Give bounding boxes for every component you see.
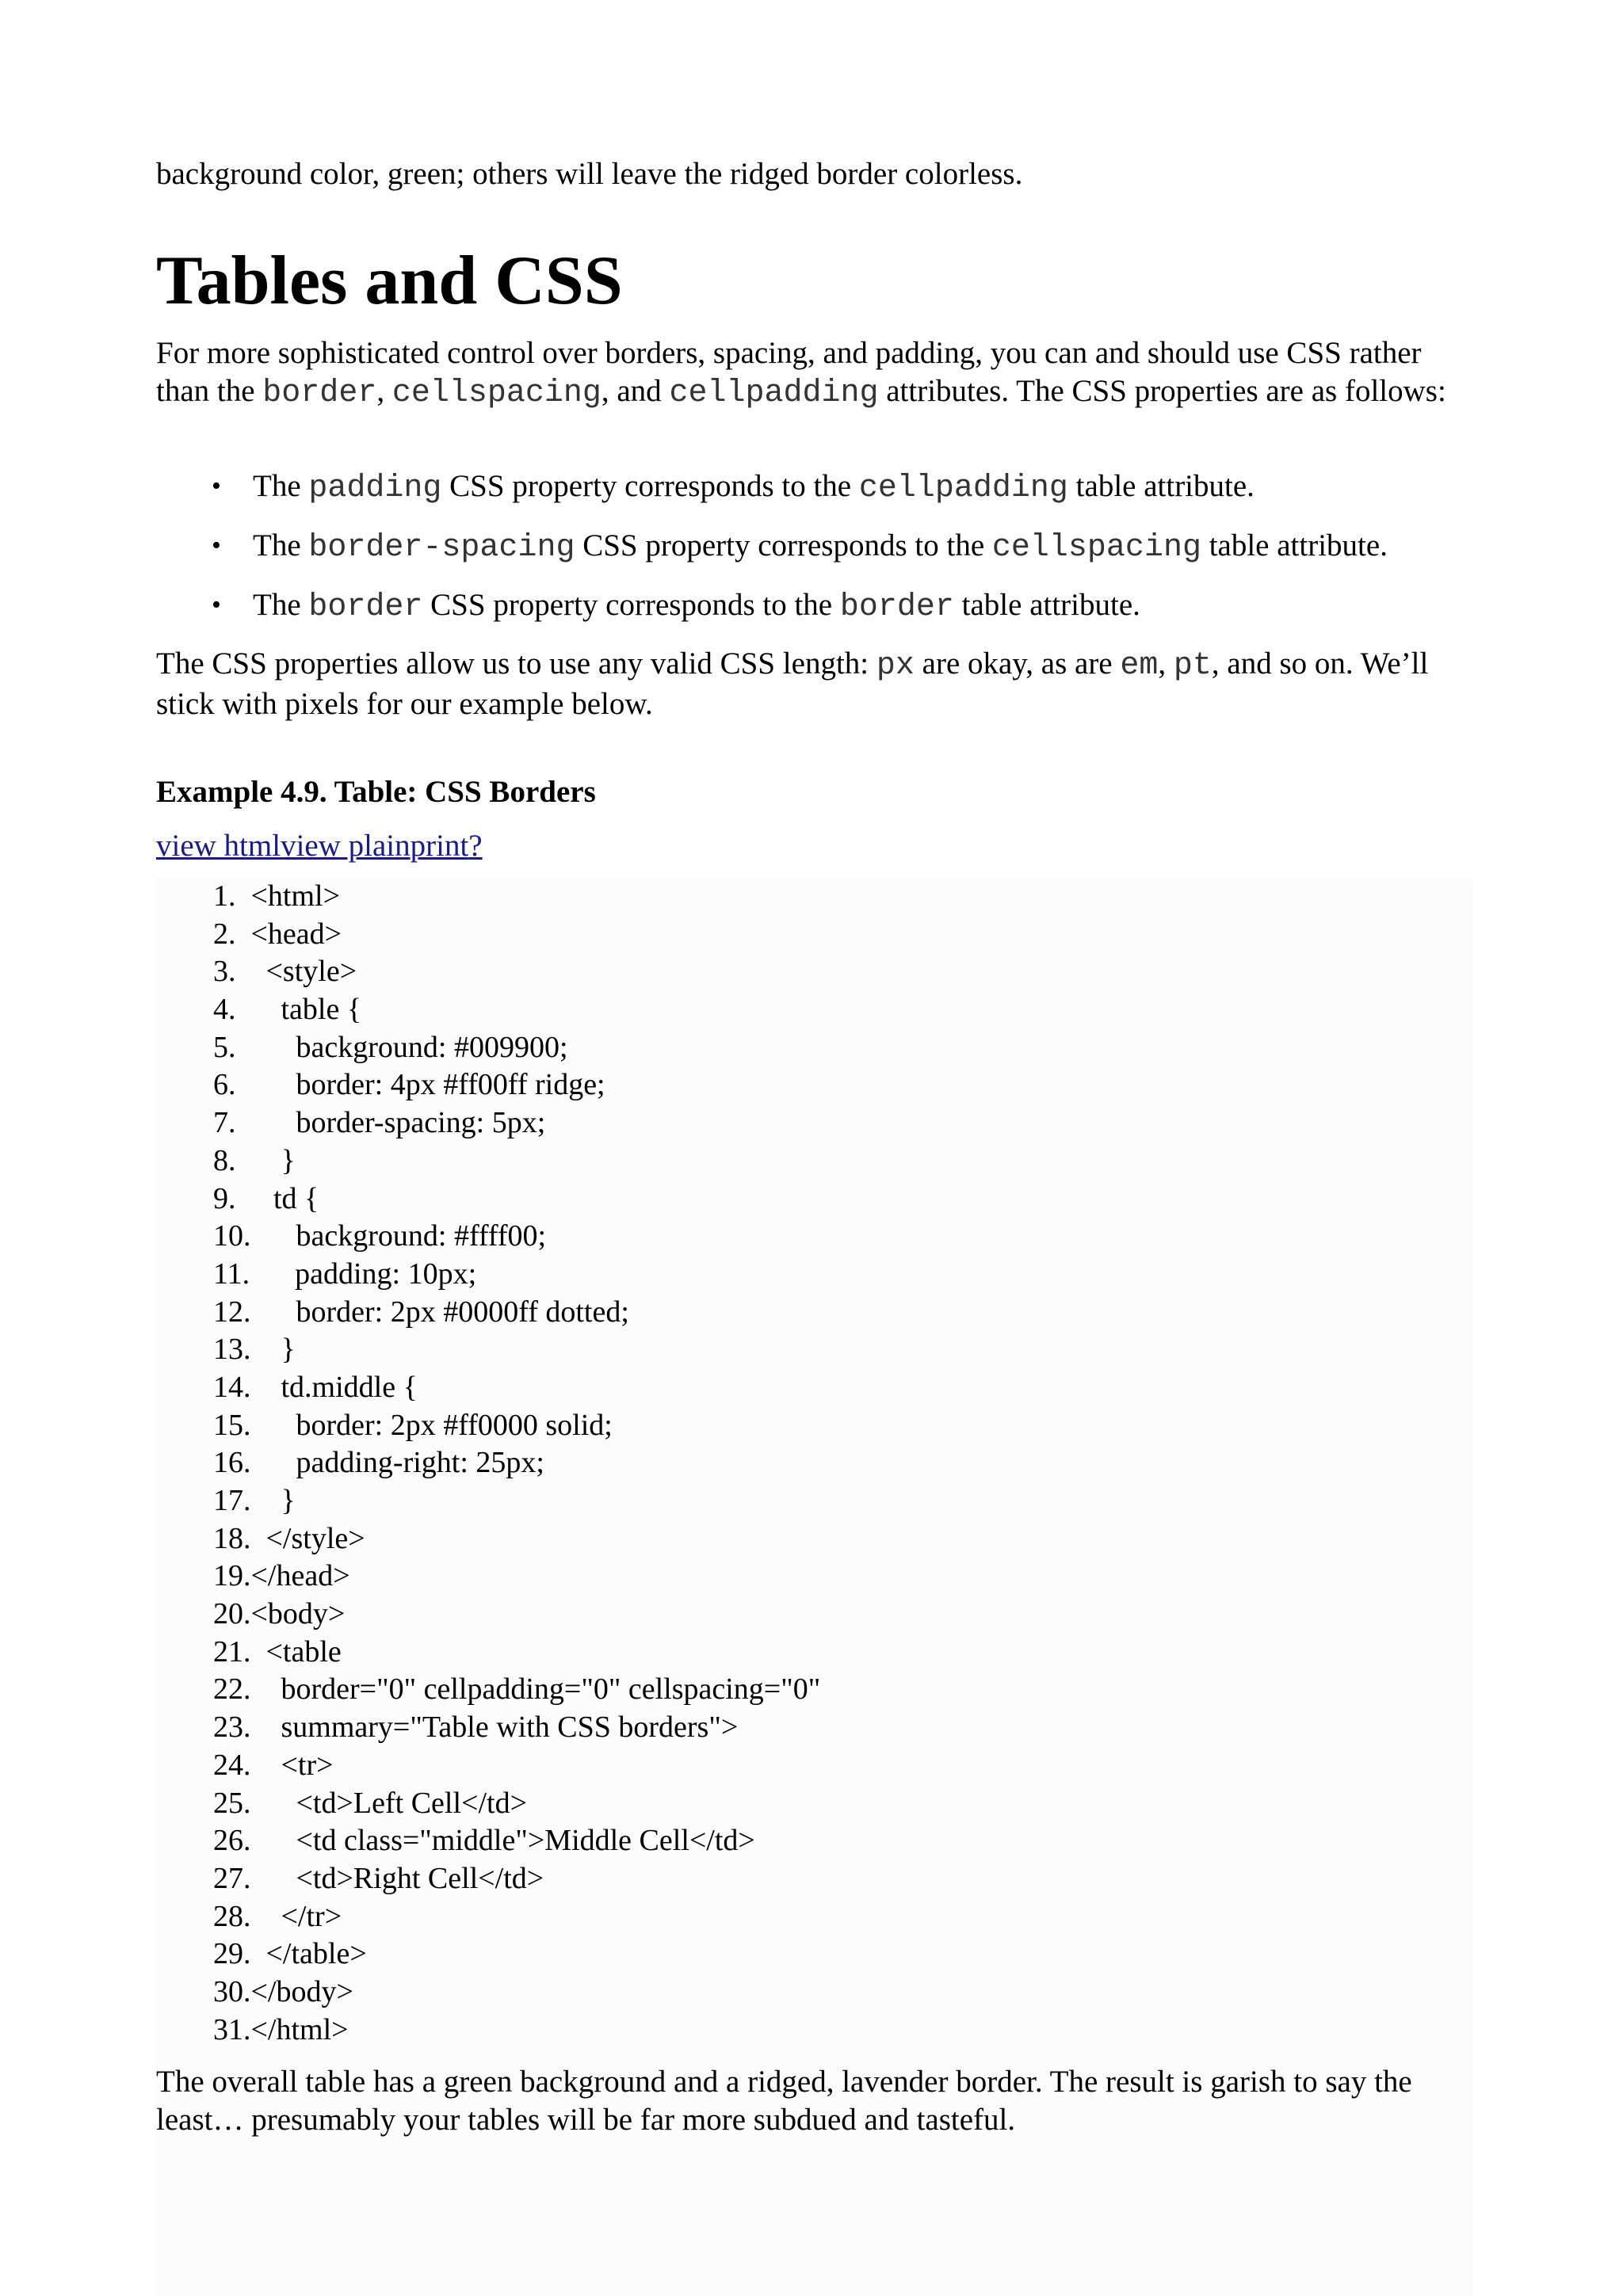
code-line xyxy=(213,1444,820,1482)
list-item xyxy=(156,527,1472,586)
code-text: <html> xyxy=(235,879,341,913)
intro-text-4: attributes. The CSS properties are as follows: xyxy=(878,374,1446,408)
code-line xyxy=(213,1331,820,1369)
code-text: td { xyxy=(235,1181,319,1215)
property-list xyxy=(156,467,1472,646)
line-number: 18. xyxy=(213,1521,251,1555)
code-text: </body> xyxy=(250,1974,353,2008)
line-number: 30. xyxy=(213,1974,251,2008)
line-number: 2. xyxy=(213,917,236,951)
units-text-4: , and so on. We’ll stick with pixels for our example below. xyxy=(156,646,1429,721)
intro-code-cellpadding: cellpadding xyxy=(669,376,879,411)
line-number: 22. xyxy=(213,1672,251,1707)
code-line xyxy=(213,1709,820,1747)
line-number: 23. xyxy=(213,1711,251,1745)
units-paragraph xyxy=(156,645,1472,723)
intro-code-border: border xyxy=(262,376,377,411)
code-text: border: 2px #0000ff dotted; xyxy=(250,1295,629,1329)
code-listing xyxy=(213,878,820,2049)
code-line xyxy=(213,1634,820,1672)
code-text: </html> xyxy=(250,2012,349,2046)
code-text: <body> xyxy=(250,1597,346,1631)
css-property-code: border-spacing xyxy=(308,530,575,566)
code-line xyxy=(213,1785,820,1823)
code-text: } xyxy=(250,1333,296,1367)
code-text: </style> xyxy=(250,1521,365,1555)
code-line xyxy=(213,1294,820,1332)
code-line xyxy=(213,1482,820,1520)
list-item-text: table attribute. xyxy=(1201,528,1388,563)
list-item-text: table attribute. xyxy=(1067,469,1254,503)
code-text: background: #ffff00; xyxy=(250,1219,547,1253)
line-number: 3. xyxy=(213,955,236,989)
code-text: border="0" cellpadding="0" cellspacing="0" xyxy=(250,1672,821,1707)
code-text: padding-right: 25px; xyxy=(250,1446,544,1480)
code-line xyxy=(213,991,820,1029)
units-text-2: are okay, as are xyxy=(914,646,1121,681)
intro-code-cellspacing: cellspacing xyxy=(391,376,601,411)
code-line xyxy=(213,1218,820,1256)
line-number: 21. xyxy=(213,1634,251,1669)
code-line xyxy=(213,1860,820,1898)
code-line xyxy=(213,2012,820,2050)
line-number: 7. xyxy=(213,1106,236,1140)
list-item-text: The xyxy=(253,528,309,563)
code-line xyxy=(213,1747,820,1785)
list-item-text: The xyxy=(253,588,309,622)
line-number: 9. xyxy=(213,1181,236,1215)
code-text: </head> xyxy=(250,1559,350,1593)
line-number: 27. xyxy=(213,1861,251,1895)
code-text: td.middle { xyxy=(250,1370,418,1404)
section-heading: Tables and CSS xyxy=(156,242,623,319)
code-text: <table xyxy=(250,1634,342,1669)
code-line xyxy=(213,1898,820,1936)
code-text: <td>Left Cell</td> xyxy=(250,1786,528,1820)
code-line xyxy=(213,1256,820,1294)
code-line xyxy=(213,1029,820,1067)
table-attribute-code: border xyxy=(839,589,954,625)
example-title: Example 4.9. Table: CSS Borders xyxy=(156,775,596,809)
code-line xyxy=(213,1558,820,1596)
code-text: summary="Table with CSS borders"> xyxy=(250,1711,739,1745)
css-property-code: padding xyxy=(308,471,442,506)
code-text: <style> xyxy=(235,955,357,989)
code-line xyxy=(213,1142,820,1180)
code-text: border: 2px #ff0000 solid; xyxy=(250,1408,613,1442)
code-text: </tr> xyxy=(250,1899,342,1933)
code-text: } xyxy=(235,1143,296,1177)
code-text: <td>Right Cell</td> xyxy=(250,1861,544,1895)
list-item-text: CSS property corresponds to the xyxy=(441,469,859,503)
code-line xyxy=(213,1520,820,1558)
code-line xyxy=(213,916,820,954)
code-text: <td class="middle">Middle Cell</td> xyxy=(250,1824,755,1858)
line-number: 13. xyxy=(213,1333,251,1367)
code-text: padding: 10px; xyxy=(250,1257,477,1291)
code-line xyxy=(213,1066,820,1104)
units-code-em: em xyxy=(1120,648,1159,684)
css-property-code: border xyxy=(308,589,423,625)
units-text-3: , xyxy=(1158,646,1174,681)
closing-paragraph: The overall table has a green background and a ridged, lavender border. The result is garish to say the least… presumably your tables will be far more subdued and tasteful. xyxy=(156,2065,1412,2137)
units-code-pt: pt xyxy=(1173,648,1212,684)
code-line xyxy=(213,1936,820,1974)
code-line xyxy=(213,878,820,916)
line-number: 31. xyxy=(213,2012,251,2046)
bullet-icon: • xyxy=(212,531,221,560)
line-number: 1. xyxy=(213,879,236,913)
view-html-link[interactable]: view html xyxy=(156,829,281,863)
table-attribute-code: cellspacing xyxy=(991,530,1201,566)
table-attribute-code: cellpadding xyxy=(858,471,1068,506)
list-item-text: table attribute. xyxy=(953,588,1140,622)
code-toolbar xyxy=(156,827,483,865)
code-line xyxy=(213,1822,820,1860)
line-number: 14. xyxy=(213,1370,251,1404)
bullet-icon: • xyxy=(212,471,221,501)
units-code-px: px xyxy=(876,648,915,684)
line-number: 17. xyxy=(213,1484,251,1517)
code-line xyxy=(213,1369,820,1407)
line-number: 5. xyxy=(213,1030,236,1064)
line-number: 26. xyxy=(213,1824,251,1858)
line-number: 28. xyxy=(213,1899,251,1933)
line-number: 10. xyxy=(213,1219,251,1253)
line-number: 6. xyxy=(213,1068,236,1102)
line-number: 25. xyxy=(213,1786,251,1820)
code-text: <head> xyxy=(235,917,342,951)
line-number: 15. xyxy=(213,1408,251,1442)
code-line xyxy=(213,1671,820,1709)
code-text: border: 4px #ff00ff ridge; xyxy=(235,1068,605,1102)
line-number: 20. xyxy=(213,1597,251,1631)
print-link[interactable]: print xyxy=(410,829,469,863)
bullet-icon: • xyxy=(212,590,221,620)
intro-text-2: , xyxy=(376,374,392,408)
line-number: 16. xyxy=(213,1446,251,1480)
line-number: 19. xyxy=(213,1559,251,1593)
code-text: border-spacing: 5px; xyxy=(235,1106,546,1140)
line-number: 11. xyxy=(213,1257,250,1291)
units-text-1: The CSS properties allow us to use any valid CSS length: xyxy=(156,646,876,681)
line-number: 29. xyxy=(213,1937,251,1971)
code-text: table { xyxy=(235,993,362,1027)
code-line xyxy=(213,1596,820,1634)
list-item-text: CSS property corresponds to the xyxy=(422,588,840,622)
code-line xyxy=(213,1974,820,2012)
line-number: 24. xyxy=(213,1748,251,1782)
code-line xyxy=(213,1104,820,1142)
intro-text-3: , and xyxy=(601,374,670,408)
line-number: 12. xyxy=(213,1295,251,1329)
line-number: 4. xyxy=(213,993,236,1027)
list-item-text: CSS property corresponds to the xyxy=(575,528,992,563)
code-text: <tr> xyxy=(250,1748,334,1782)
lead-paragraph: background color, green; others will leave the ridged border colorless. xyxy=(156,157,1023,191)
code-line xyxy=(213,1407,820,1445)
view-plain-link[interactable]: view plain xyxy=(281,829,411,863)
list-item xyxy=(156,586,1472,646)
intro-text-1: For more sophisticated control over borders, spacing, and padding, you can and should use CSS rather than the xyxy=(156,336,1422,408)
code-text: } xyxy=(250,1484,296,1517)
intro-paragraph xyxy=(156,334,1472,413)
help-link[interactable]: ? xyxy=(468,829,483,863)
code-text: </table> xyxy=(250,1937,367,1971)
code-line xyxy=(213,953,820,991)
list-item xyxy=(156,467,1472,527)
code-line xyxy=(213,1180,820,1219)
line-number: 8. xyxy=(213,1143,236,1177)
list-item-text: The xyxy=(253,469,309,503)
code-text: background: #009900; xyxy=(235,1030,568,1064)
